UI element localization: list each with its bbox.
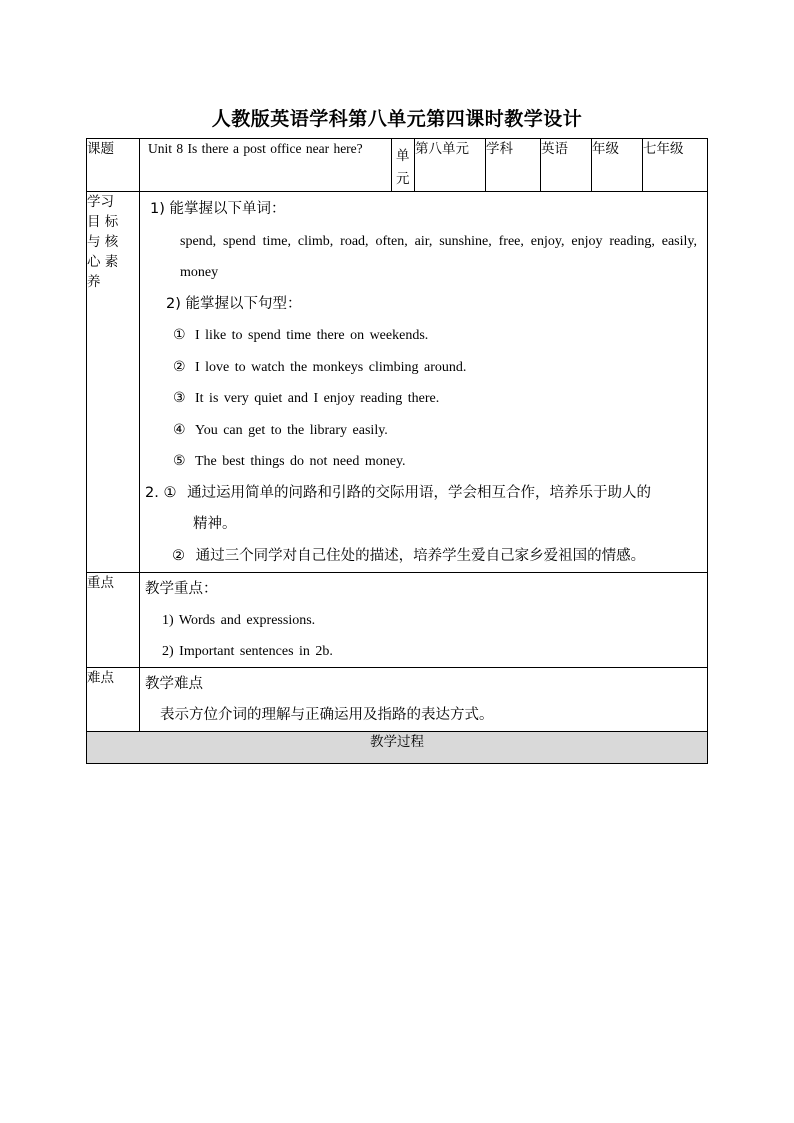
process-header: 教学过程 (87, 732, 708, 764)
goals-label-line: 养 (87, 274, 101, 290)
goals-row (87, 192, 708, 573)
sentences-heading-text: 2) 能掌握以下句型： (166, 295, 302, 312)
goals-label-line: 与 核 (87, 234, 119, 250)
grade-label: 年级 (592, 139, 643, 192)
patriotism-goal-text: 通过三个同学对自己住处的描述，培养学生爱自己家乡爱祖国的情感。 (195, 547, 646, 564)
focus-item: 2) Important sentences in 2b. (162, 644, 333, 659)
goals-label-line: 目 标 (87, 214, 119, 230)
words-heading (140, 194, 707, 226)
sentence-number: ⑤ (173, 453, 186, 469)
difficulty-row (87, 668, 708, 732)
difficulty-label: 难点 (87, 668, 140, 732)
sentence-text: You can get to the library easily. (195, 422, 388, 438)
sentence-text: I like to spend time there on weekends. (195, 328, 429, 343)
unit-label (392, 139, 415, 192)
sentence-text: I love to watch the monkeys climbing around. (195, 359, 467, 375)
unit-value: 第八单元 (415, 139, 486, 192)
sentence-text: It is very quiet and I enjoy reading there. (195, 391, 440, 406)
unit-label-char-1: 单 (396, 148, 410, 164)
difficulty-text: 表示方位介词的理解与正确运用及指路的表达方式。 (160, 707, 494, 723)
focus-item: 1) Words and expressions. (162, 613, 316, 628)
cooperation-goal (140, 478, 707, 510)
subject-label: 学科 (486, 139, 541, 192)
grade-value: 七年级 (643, 139, 708, 192)
words-heading-text: 1) 能掌握以下单词： (150, 201, 286, 217)
process-row (87, 732, 708, 764)
cooperation-goal-number: 2. ① (145, 484, 177, 501)
word-list: spend, spend time, climb, road, often, air, sunshine, free, enjoy, enjoy reading, easily, money (180, 233, 697, 280)
patriotism-goal (140, 541, 707, 573)
sentence-number: ① (173, 327, 186, 343)
sentence-number: ② (173, 358, 186, 375)
unit-label-char-2: 元 (396, 171, 410, 187)
difficulty-content (140, 668, 708, 732)
subject-value: 英语 (541, 139, 592, 192)
focus-row (87, 573, 708, 668)
sentence-item (140, 446, 707, 478)
sentence-number: ③ (173, 390, 186, 406)
sentence-item (140, 383, 707, 415)
difficulty-heading: 教学难点 (145, 676, 203, 692)
goals-label (87, 192, 140, 573)
lesson-plan-table (86, 138, 708, 764)
goals-label-line: 心 素 (87, 254, 119, 270)
focus-label: 重点 (87, 573, 140, 668)
sentences-heading (140, 289, 707, 321)
document-title: 人教版英语学科第八单元第四课时教学设计 (211, 108, 583, 130)
sentence-text: The best things do not need money. (195, 454, 406, 469)
sentence-item (140, 320, 707, 352)
patriotism-goal-number: ② (172, 547, 185, 564)
cooperation-goal-text: 通过运用简单的问路和引路的交际用语，学会相互合作，培养乐于助人的 (187, 484, 652, 501)
topic-label: 课题 (87, 139, 140, 192)
sentence-item (140, 415, 707, 447)
sentence-item (140, 352, 707, 384)
cooperation-goal-continued: 精神。 (193, 516, 237, 532)
focus-heading: 教学重点： (145, 581, 218, 597)
focus-content (140, 573, 708, 668)
sentence-number: ④ (173, 421, 186, 438)
goals-label-line: 学习 (87, 194, 114, 210)
header-row (87, 139, 708, 192)
goals-content (140, 192, 708, 573)
topic-value: Unit 8 Is there a post office near here? (140, 139, 392, 192)
